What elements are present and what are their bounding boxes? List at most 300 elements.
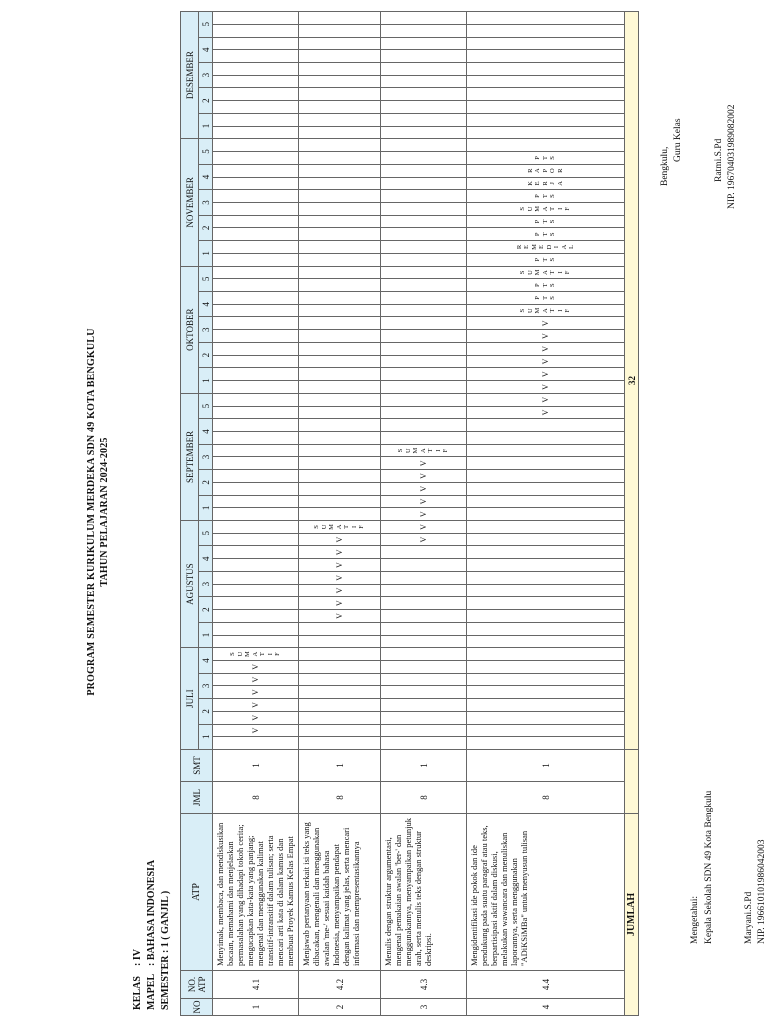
schedule-cell bbox=[213, 571, 299, 584]
schedule-cell bbox=[467, 75, 625, 88]
week-number: 4 bbox=[199, 419, 213, 444]
schedule-cell bbox=[381, 584, 467, 597]
meta-kelas-key: KELAS bbox=[132, 976, 143, 1010]
week-number: 3 bbox=[199, 571, 213, 596]
week-number: 5 bbox=[199, 139, 213, 165]
schedule-cell bbox=[467, 711, 625, 724]
schedule-cell bbox=[467, 419, 625, 432]
schedule-cell bbox=[467, 635, 625, 648]
week-number: 1 bbox=[199, 724, 213, 749]
schedule-label bbox=[467, 164, 625, 177]
schedule-mark: V bbox=[381, 495, 467, 508]
week-number: 4 bbox=[199, 164, 213, 189]
schedule-mark: V bbox=[213, 711, 299, 724]
schedule-cell bbox=[467, 660, 625, 673]
schedule-cell bbox=[381, 24, 467, 37]
schedule-label bbox=[467, 279, 625, 292]
week-number: 4 bbox=[199, 648, 213, 673]
row-number: 2 bbox=[299, 999, 381, 1016]
header-month-oktober: OKTOBER bbox=[181, 266, 199, 393]
schedule-cell bbox=[299, 432, 381, 445]
row-smt: 1 bbox=[381, 750, 467, 782]
schedule-cell bbox=[213, 253, 299, 266]
header-month-november: NOVEMBER bbox=[181, 139, 199, 266]
schedule-cell bbox=[213, 342, 299, 355]
schedule-mark: V bbox=[299, 610, 381, 623]
week-number: 2 bbox=[199, 470, 213, 495]
schedule-cell bbox=[381, 292, 467, 305]
signature-right-nip: NIP. 196704031989082002 bbox=[727, 104, 737, 209]
schedule-cell bbox=[299, 660, 381, 673]
schedule-label-text: S U M A T I F bbox=[397, 447, 450, 454]
schedule-mark: V bbox=[299, 533, 381, 546]
schedule-cell bbox=[299, 88, 381, 101]
week-number: 1 bbox=[199, 495, 213, 520]
schedule-cell bbox=[381, 355, 467, 368]
schedule-cell bbox=[467, 11, 625, 24]
schedule-cell bbox=[299, 635, 381, 648]
schedule-cell bbox=[299, 139, 381, 152]
atp-description: Menyimak, membaca, dan mendiskusikan bacaan, memahami dan menjelaskan permasalahan yang dihadapi tokoh cerita; mengucapkan kata-kata yang panjang; mengenal dan menggunakan kalimat transitif-intransitif dalam tulisan; serta mencari arti kata di dalam kamus dan membuat Proyek Kamus Kelas Empat bbox=[213, 814, 299, 971]
schedule-mark: V bbox=[213, 724, 299, 737]
schedule-cell bbox=[213, 406, 299, 419]
document-subtitle: TAHUN PELAJARAN 2024-2025 bbox=[99, 437, 110, 587]
schedule-mark: V bbox=[381, 457, 467, 470]
schedule-cell bbox=[299, 304, 381, 317]
schedule-cell bbox=[381, 686, 467, 699]
schedule-cell bbox=[299, 292, 381, 305]
atp-number: 4.4 bbox=[467, 971, 625, 999]
schedule-cell bbox=[299, 673, 381, 686]
schedule-cell bbox=[467, 737, 625, 750]
schedule-cell bbox=[299, 495, 381, 508]
schedule-cell bbox=[467, 622, 625, 635]
schedule-cell bbox=[213, 37, 299, 50]
week-number: 5 bbox=[199, 393, 213, 418]
schedule-cell bbox=[381, 304, 467, 317]
schedule-mark: V bbox=[467, 368, 625, 381]
schedule-cell bbox=[213, 597, 299, 610]
schedule-label-text: S U M A T I F bbox=[519, 205, 572, 212]
schedule-cell bbox=[213, 304, 299, 317]
schedule-label bbox=[467, 253, 625, 266]
atp-description: Menulis dengan struktur argumentasi, mengenal pemakaian awalan 'ber-' dan menggunakannya, menyampaikan petunjuk arah, serta menulis teks dengan struktur deskripsi. bbox=[381, 814, 467, 971]
schedule-cell bbox=[381, 202, 467, 215]
week-number: 1 bbox=[199, 113, 213, 138]
schedule-cell bbox=[213, 62, 299, 75]
schedule-mark: V bbox=[213, 699, 299, 712]
schedule-cell bbox=[213, 533, 299, 546]
schedule-cell bbox=[299, 622, 381, 635]
schedule-cell bbox=[213, 482, 299, 495]
schedule-cell bbox=[299, 113, 381, 126]
schedule-cell bbox=[213, 508, 299, 521]
schedule-cell bbox=[467, 559, 625, 572]
schedule-cell bbox=[299, 444, 381, 457]
schedule-cell bbox=[381, 724, 467, 737]
schedule-mark: V bbox=[467, 393, 625, 406]
header-no: NO bbox=[181, 999, 213, 1016]
schedule-cell bbox=[299, 24, 381, 37]
schedule-cell bbox=[381, 50, 467, 63]
meta-kelas-value: : IV bbox=[132, 949, 143, 966]
schedule-cell bbox=[381, 432, 467, 445]
schedule-cell bbox=[467, 113, 625, 126]
schedule-cell bbox=[299, 228, 381, 241]
schedule-cell bbox=[467, 648, 625, 661]
schedule-label-text: P T S bbox=[534, 194, 557, 199]
schedule-cell bbox=[381, 126, 467, 139]
week-number: 5 bbox=[199, 521, 213, 546]
schedule-cell bbox=[467, 139, 625, 152]
meta-kelas bbox=[132, 949, 143, 1010]
atp-number: 4.1 bbox=[213, 971, 299, 999]
header-no-atp bbox=[181, 971, 213, 999]
schedule-cell bbox=[213, 737, 299, 750]
schedule-cell bbox=[213, 317, 299, 330]
schedule-mark: V bbox=[299, 546, 381, 559]
schedule-label bbox=[467, 152, 625, 165]
header-month-agustus: AGUSTUS bbox=[181, 521, 199, 648]
schedule-cell bbox=[299, 317, 381, 330]
schedule-cell bbox=[467, 610, 625, 623]
schedule-cell bbox=[467, 571, 625, 584]
schedule-label bbox=[467, 241, 625, 254]
week-number: 2 bbox=[199, 215, 213, 240]
schedule-cell bbox=[299, 215, 381, 228]
schedule-cell bbox=[299, 330, 381, 343]
schedule-cell bbox=[213, 622, 299, 635]
schedule-cell bbox=[299, 241, 381, 254]
row-jml: 8 bbox=[467, 782, 625, 814]
schedule-cell bbox=[381, 266, 467, 279]
schedule-cell bbox=[213, 393, 299, 406]
schedule-cell bbox=[213, 241, 299, 254]
schedule-cell bbox=[467, 126, 625, 139]
schedule-cell bbox=[299, 62, 381, 75]
schedule-cell bbox=[467, 24, 625, 37]
schedule-cell bbox=[381, 37, 467, 50]
schedule-cell bbox=[299, 152, 381, 165]
schedule-mark: V bbox=[213, 686, 299, 699]
row-smt: 1 bbox=[213, 750, 299, 782]
schedule-cell bbox=[213, 355, 299, 368]
schedule-cell bbox=[467, 101, 625, 114]
week-number: 4 bbox=[199, 37, 213, 62]
header-no-atp-line2: ATP bbox=[196, 976, 207, 993]
schedule-cell bbox=[381, 699, 467, 712]
schedule-cell bbox=[299, 368, 381, 381]
total-spacer bbox=[625, 750, 639, 814]
atp-description: Mengidentifikasi ide pokok dan ide pendukung pada suatu paragraf atau teks, berpartisipasi aktif dalam diskusi, melakukan wawancara dan menuliskan laporannya, serta menggunakan "ADiKSiMBa" untuk menyusun tulisan bbox=[467, 814, 625, 971]
schedule-mark: V bbox=[381, 508, 467, 521]
schedule-mark: V bbox=[467, 355, 625, 368]
schedule-cell bbox=[467, 432, 625, 445]
schedule-cell bbox=[381, 559, 467, 572]
schedule-label bbox=[467, 202, 625, 215]
schedule-cell bbox=[299, 648, 381, 661]
schedule-cell bbox=[213, 11, 299, 24]
schedule-cell bbox=[213, 215, 299, 228]
week-number: 2 bbox=[199, 699, 213, 724]
schedule-label-text: P T S bbox=[534, 219, 557, 224]
schedule-cell bbox=[467, 673, 625, 686]
atp-number: 4.3 bbox=[381, 971, 467, 999]
schedule-mark: V bbox=[467, 330, 625, 343]
schedule-cell bbox=[299, 406, 381, 419]
schedule-mark: V bbox=[467, 342, 625, 355]
schedule-mark: V bbox=[381, 521, 467, 534]
schedule-cell bbox=[299, 75, 381, 88]
schedule-mark: V bbox=[467, 381, 625, 394]
schedule-cell bbox=[381, 101, 467, 114]
row-jml: 8 bbox=[213, 782, 299, 814]
schedule-cell bbox=[467, 597, 625, 610]
schedule-label bbox=[381, 444, 467, 457]
schedule-cell bbox=[299, 686, 381, 699]
schedule-cell bbox=[213, 126, 299, 139]
schedule-cell bbox=[381, 164, 467, 177]
schedule-cell bbox=[299, 253, 381, 266]
schedule-mark: V bbox=[467, 406, 625, 419]
schedule-cell bbox=[213, 457, 299, 470]
total-row bbox=[625, 11, 639, 1015]
schedule-label bbox=[213, 648, 299, 661]
schedule-cell bbox=[213, 164, 299, 177]
schedule-cell bbox=[213, 139, 299, 152]
schedule-cell bbox=[381, 648, 467, 661]
week-number: 3 bbox=[199, 62, 213, 87]
schedule-cell bbox=[213, 88, 299, 101]
schedule-cell bbox=[381, 711, 467, 724]
schedule-label-text: S U M A T I F bbox=[519, 269, 572, 276]
schedule-cell bbox=[299, 724, 381, 737]
schedule-cell bbox=[467, 470, 625, 483]
schedule-cell bbox=[213, 113, 299, 126]
schedule-label bbox=[299, 521, 381, 534]
schedule-cell bbox=[381, 622, 467, 635]
schedule-cell bbox=[381, 660, 467, 673]
header-jml: JML bbox=[181, 782, 213, 814]
schedule-cell bbox=[299, 126, 381, 139]
schedule-cell bbox=[467, 88, 625, 101]
schedule-cell bbox=[213, 50, 299, 63]
atp-description: Menjawab pertanyaan terkait isi teks yang dibacakan, mengenali dan menggunakan awalan 'me-' sesuai kaidah bahasa Indonesia, menyampaikan pendapat dengan kalimat yang jelas, serta mencari informasi dan mempresentasikannya bbox=[299, 814, 381, 971]
document-title: PROGRAM SEMESTER KURIKULUM MERDEKA SDN 49 KOTA BENGKULU bbox=[86, 328, 97, 696]
schedule-cell bbox=[381, 75, 467, 88]
meta-mapel-key: MAPEL bbox=[146, 973, 157, 1010]
schedule-cell bbox=[467, 521, 625, 534]
schedule-cell bbox=[299, 381, 381, 394]
schedule-label-text: P T S bbox=[534, 257, 557, 262]
table-row bbox=[381, 11, 467, 1015]
schedule-cell bbox=[381, 673, 467, 686]
week-number: 3 bbox=[199, 190, 213, 215]
week-number: 4 bbox=[199, 292, 213, 317]
schedule-cell bbox=[213, 279, 299, 292]
schedule-cell bbox=[381, 11, 467, 24]
schedule-cell bbox=[213, 381, 299, 394]
schedule-cell bbox=[381, 88, 467, 101]
schedule-cell bbox=[381, 635, 467, 648]
schedule-cell bbox=[467, 533, 625, 546]
header-month-desember: DESEMBER bbox=[181, 11, 199, 138]
week-number: 4 bbox=[199, 546, 213, 571]
schedule-label-text: S U M A T I F bbox=[313, 524, 366, 530]
meta-mapel-value: : BAHASA INDONESIA bbox=[146, 859, 157, 966]
schedule-cell bbox=[213, 584, 299, 597]
header-month-juli: JULI bbox=[181, 648, 199, 750]
schedule-cell bbox=[467, 62, 625, 75]
signature-right-line1: Bengkulu, bbox=[660, 146, 670, 186]
week-number: 1 bbox=[199, 622, 213, 647]
schedule-label-text: S U M A T I F bbox=[229, 651, 282, 657]
schedule-cell bbox=[213, 368, 299, 381]
schedule-cell bbox=[381, 393, 467, 406]
schedule-cell bbox=[299, 50, 381, 63]
total-label: JUMLAH bbox=[625, 814, 639, 1016]
schedule-cell bbox=[381, 317, 467, 330]
row-number: 3 bbox=[381, 999, 467, 1016]
table-row bbox=[299, 11, 381, 1015]
program-table bbox=[180, 11, 639, 1016]
schedule-cell bbox=[213, 202, 299, 215]
signature-right-name: Ratmi.S.Pd bbox=[714, 138, 724, 182]
header-smt: SMT bbox=[181, 750, 213, 782]
schedule-label-text: P T S bbox=[534, 232, 557, 237]
schedule-label bbox=[467, 190, 625, 203]
schedule-label bbox=[467, 304, 625, 317]
schedule-cell bbox=[299, 266, 381, 279]
schedule-cell bbox=[381, 62, 467, 75]
schedule-cell bbox=[467, 584, 625, 597]
schedule-cell bbox=[213, 266, 299, 279]
week-number: 3 bbox=[199, 444, 213, 469]
signature-right-line2: Guru Kelas bbox=[673, 118, 683, 162]
schedule-label-text: R A P O R bbox=[526, 168, 564, 174]
schedule-label bbox=[467, 292, 625, 305]
schedule-cell bbox=[467, 546, 625, 559]
schedule-label-text: P T S bbox=[534, 295, 557, 300]
schedule-cell bbox=[213, 419, 299, 432]
schedule-cell bbox=[381, 253, 467, 266]
schedule-cell bbox=[381, 228, 467, 241]
schedule-cell bbox=[381, 330, 467, 343]
schedule-cell bbox=[467, 686, 625, 699]
week-number: 3 bbox=[199, 317, 213, 342]
schedule-cell bbox=[213, 432, 299, 445]
row-smt: 1 bbox=[467, 750, 625, 782]
meta-semester: SEMESTER : 1 ( GANJIL ) bbox=[160, 890, 171, 1010]
schedule-mark: V bbox=[213, 673, 299, 686]
schedule-cell bbox=[467, 457, 625, 470]
schedule-mark: V bbox=[299, 571, 381, 584]
schedule-cell bbox=[467, 444, 625, 457]
schedule-cell bbox=[299, 419, 381, 432]
schedule-cell bbox=[213, 190, 299, 203]
schedule-cell bbox=[299, 342, 381, 355]
schedule-cell bbox=[381, 610, 467, 623]
schedule-cell bbox=[467, 50, 625, 63]
row-jml: 8 bbox=[299, 782, 381, 814]
schedule-mark: V bbox=[381, 533, 467, 546]
schedule-mark: V bbox=[467, 317, 625, 330]
schedule-mark: V bbox=[213, 660, 299, 673]
schedule-cell bbox=[299, 470, 381, 483]
schedule-cell bbox=[213, 24, 299, 37]
schedule-cell bbox=[299, 202, 381, 215]
schedule-cell bbox=[467, 699, 625, 712]
row-number: 1 bbox=[213, 999, 299, 1016]
schedule-cell bbox=[299, 164, 381, 177]
week-number: 1 bbox=[199, 368, 213, 393]
signature-left-nip: NIP. 196610101986042003 bbox=[757, 839, 767, 944]
schedule-cell bbox=[213, 470, 299, 483]
schedule-cell bbox=[381, 546, 467, 559]
schedule-cell bbox=[381, 152, 467, 165]
schedule-mark: V bbox=[381, 482, 467, 495]
schedule-label bbox=[467, 266, 625, 279]
week-number: 5 bbox=[199, 11, 213, 37]
schedule-cell bbox=[213, 228, 299, 241]
signature-left-name: Maryani.S.Pd bbox=[744, 891, 754, 944]
schedule-cell bbox=[381, 419, 467, 432]
schedule-cell bbox=[299, 482, 381, 495]
schedule-cell bbox=[299, 37, 381, 50]
week-number: 2 bbox=[199, 597, 213, 622]
schedule-label bbox=[467, 215, 625, 228]
row-number: 4 bbox=[467, 999, 625, 1016]
schedule-cell bbox=[213, 444, 299, 457]
week-number: 5 bbox=[199, 266, 213, 292]
schedule-cell bbox=[381, 215, 467, 228]
schedule-cell bbox=[467, 482, 625, 495]
schedule-cell bbox=[299, 355, 381, 368]
week-number: 1 bbox=[199, 241, 213, 266]
schedule-label bbox=[467, 228, 625, 241]
schedule-cell bbox=[381, 241, 467, 254]
schedule-cell bbox=[299, 190, 381, 203]
schedule-cell bbox=[299, 508, 381, 521]
signature-left-line2: Kepala Sekolah SDN 49 Kota Bengkulu bbox=[704, 790, 714, 944]
row-jml: 8 bbox=[381, 782, 467, 814]
schedule-label-text: P T S bbox=[534, 155, 557, 160]
schedule-cell bbox=[213, 521, 299, 534]
week-number: 2 bbox=[199, 88, 213, 113]
schedule-cell bbox=[213, 635, 299, 648]
row-smt: 1 bbox=[299, 750, 381, 782]
schedule-cell bbox=[299, 737, 381, 750]
schedule-mark: V bbox=[381, 470, 467, 483]
schedule-cell bbox=[213, 101, 299, 114]
schedule-cell bbox=[381, 737, 467, 750]
schedule-cell bbox=[467, 37, 625, 50]
signature-left-line1: Mengetahui: bbox=[690, 895, 700, 944]
schedule-label bbox=[467, 177, 625, 190]
schedule-cell bbox=[467, 508, 625, 521]
schedule-cell bbox=[213, 610, 299, 623]
schedule-cell bbox=[381, 571, 467, 584]
schedule-label-text: S U M A T I F bbox=[519, 307, 572, 314]
schedule-cell bbox=[467, 495, 625, 508]
week-number: 2 bbox=[199, 342, 213, 367]
schedule-cell bbox=[299, 699, 381, 712]
table-row bbox=[467, 11, 625, 1015]
schedule-cell bbox=[381, 113, 467, 126]
total-value: 32 bbox=[625, 11, 639, 749]
schedule-cell bbox=[467, 724, 625, 737]
schedule-cell bbox=[213, 546, 299, 559]
